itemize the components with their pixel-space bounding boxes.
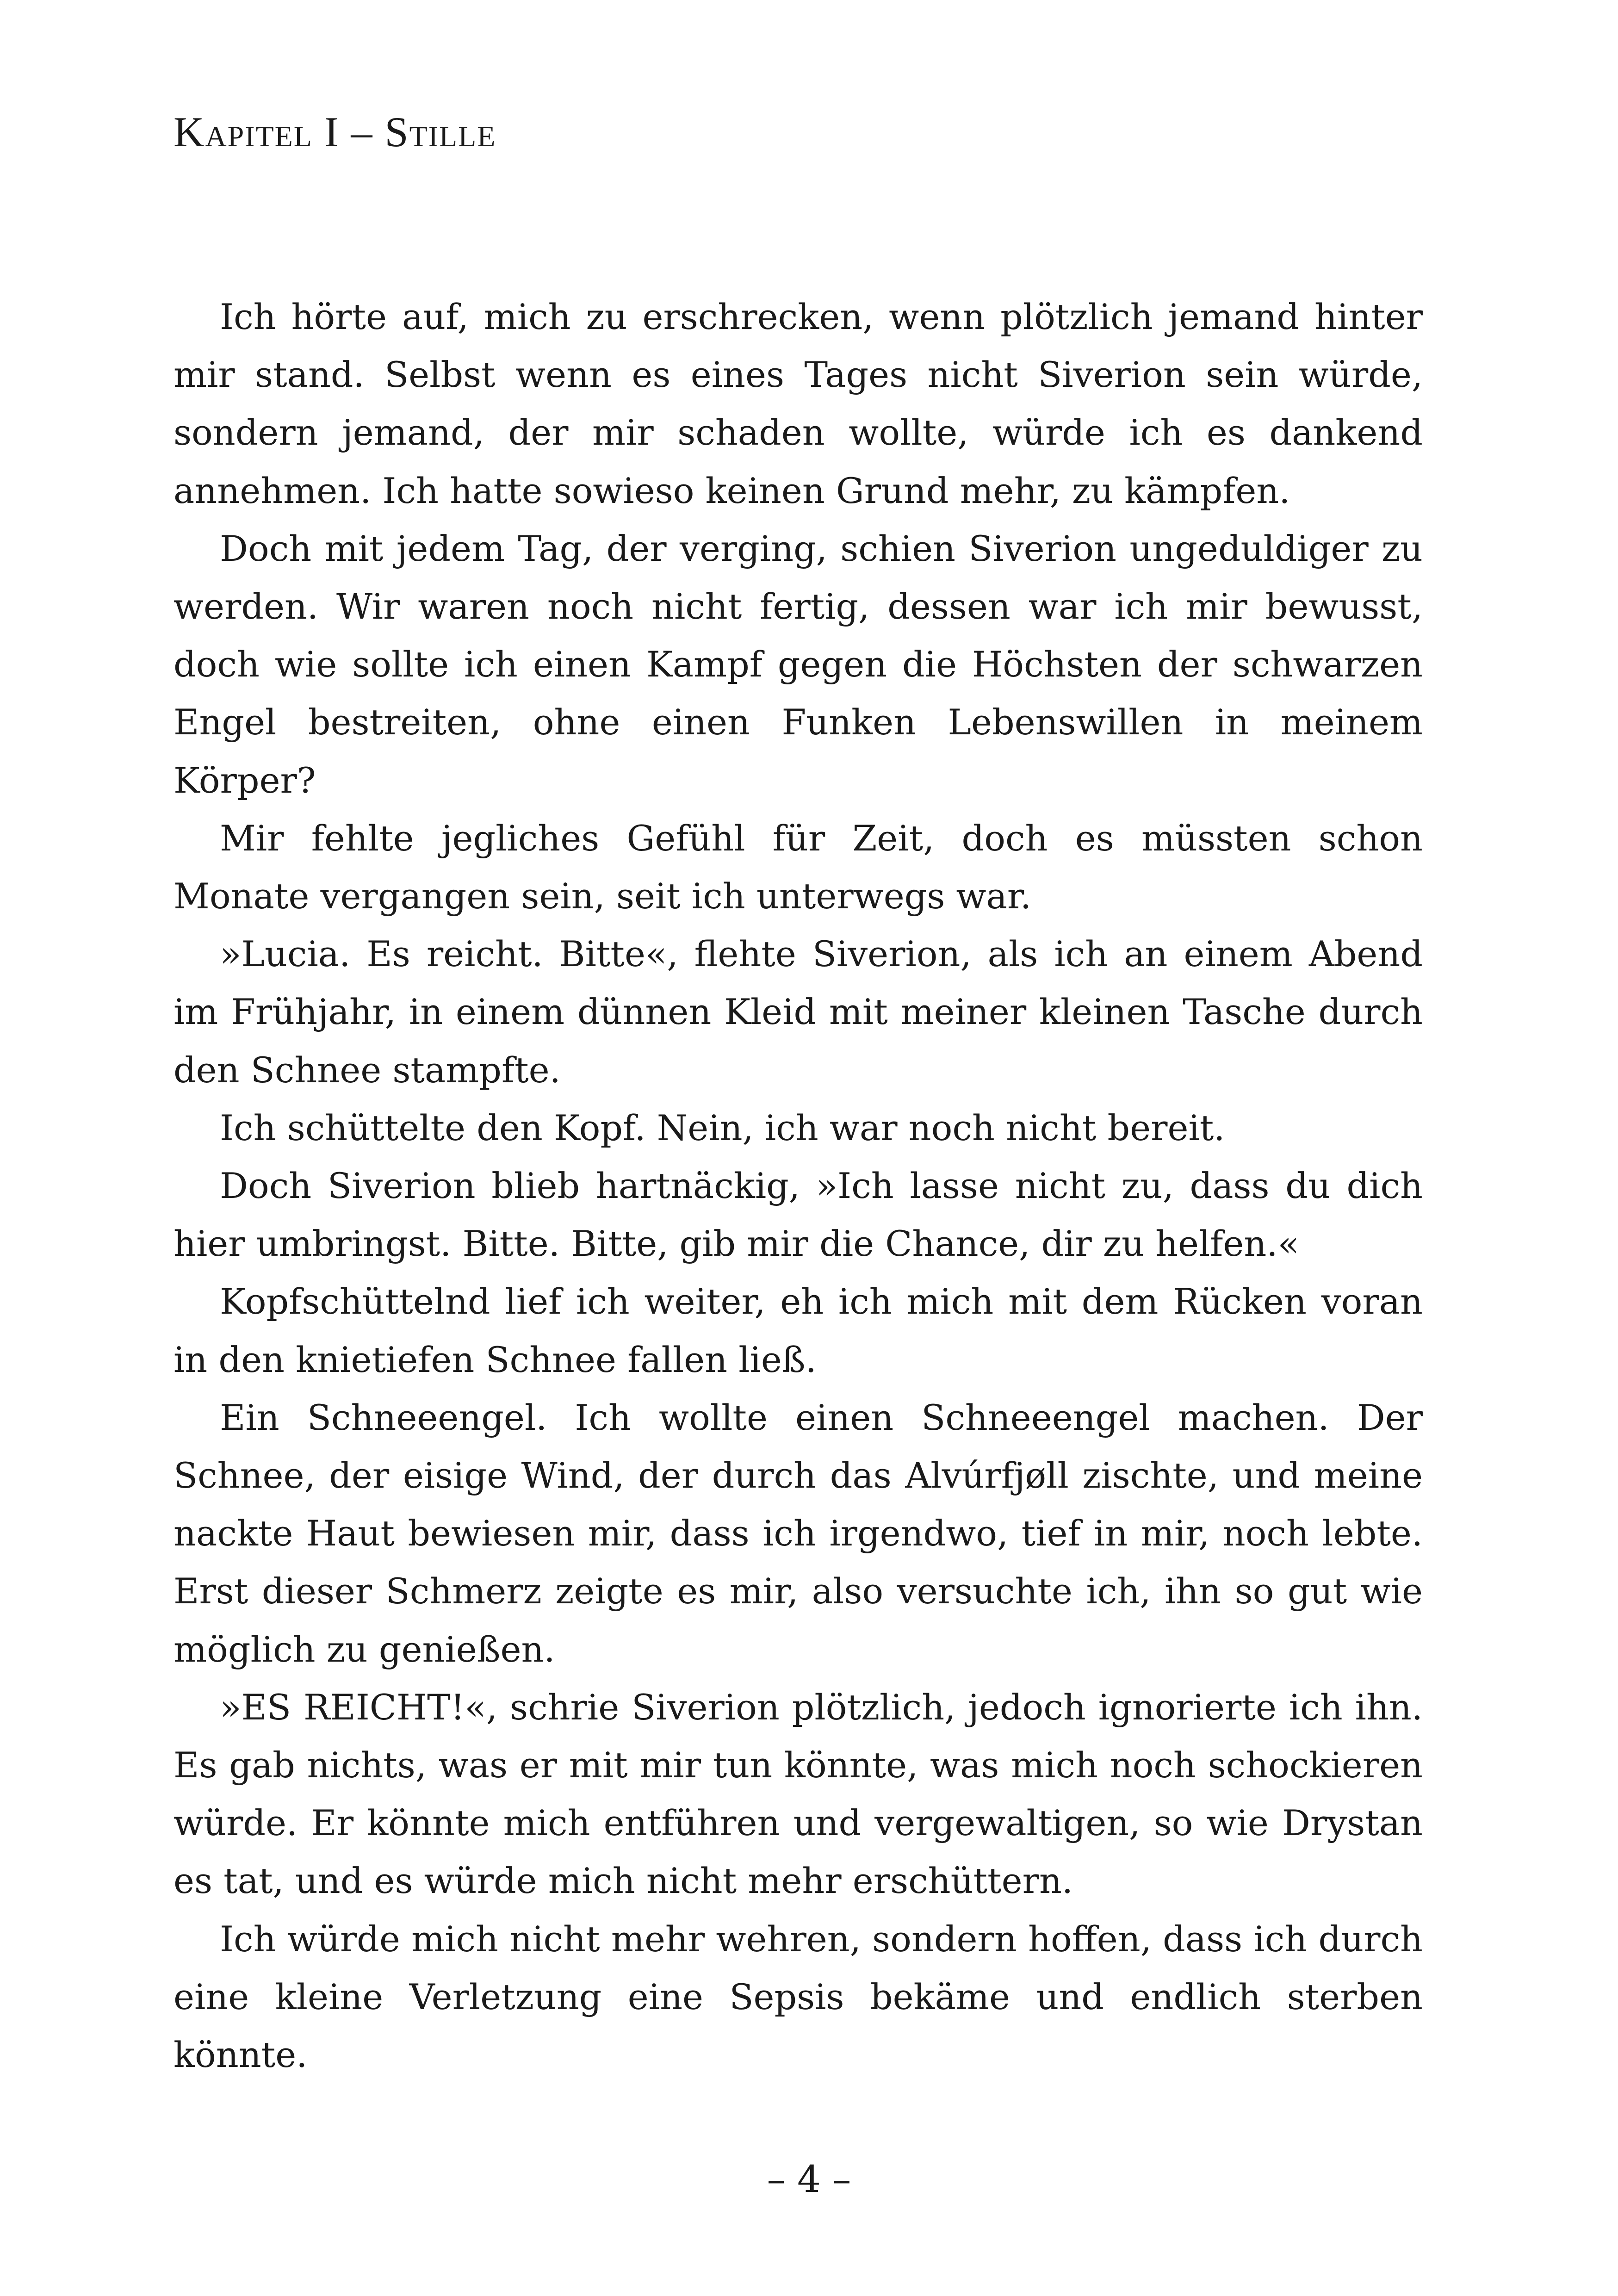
paragraph: Ich hörte auf, mich zu erschrecken, wenn plötzlich jemand hinter mir stand. Selbst wenn es eines Tages nicht Siverion sein würde, sondern jemand, der mir schaden wollte, würde ich es dankend annehmen. Ich hatte sowieso keinen Grund mehr, zu kämpfen. <box>174 296 1423 511</box>
paragraph: »ES REICHT!«, schrie Siverion plötzlich, jedoch ignorierte ich ihn. Es gab nichts, was er mit mir tun könnte, was mich noch schockieren würde. Er könnte mich entführen und vergewaltigen, so wie Drystan es tat, und es würde mich nicht mehr erschüttern. <box>174 1686 1423 1902</box>
body-text <box>174 288 1423 2084</box>
page-number: – 4 – <box>767 2158 851 2201</box>
paragraph: »Lucia. Es reicht. Bitte«, flehte Siverion, als ich an einem Abend im Frühjahr, in einem dünnen Kleid mit meiner kleinen Tasche durch den Schnee stampfte. <box>174 933 1423 1091</box>
paragraph: Mir fehlte jegliches Gefühl für Zeit, doch es müssten schon Monate vergangen sein, seit ich unterwegs war. <box>174 817 1423 917</box>
paragraph: Kopfschüttelnd lief ich weiter, eh ich mich mit dem Rücken voran in den knietiefen Schnee fallen ließ. <box>174 1281 1423 1380</box>
paragraph: Ich würde mich nicht mehr wehren, sondern hoffen, dass ich durch eine kleine Verletzung eine Sepsis bekäme und endlich sterben könnte. <box>174 1918 1423 2076</box>
running-head: Kapitel I – Stille <box>174 108 496 155</box>
paragraph: Doch Siverion blieb hartnäckig, »Ich lasse nicht zu, dass du dich hier umbringst. Bitte. Bitte, gib mir die Chance, dir zu helfen.« <box>174 1165 1423 1265</box>
paragraph: Ich schüttelte den Kopf. Nein, ich war noch nicht bereit. <box>220 1107 1225 1148</box>
paragraph: Ein Schneeengel. Ich wollte einen Schneeengel machen. Der Schnee, der eisige Wind, der durch das Alvúrfjøll zischte, und meine nackte Haut bewiesen mir, dass ich irgendwo, tief in mir, noch lebte. Erst dieser Schmerz zeigte es mir, also versuchte ich, ihn so gut wie möglich zu genießen. <box>174 1396 1423 1670</box>
paragraph: Doch mit jedem Tag, der verging, schien Siverion ungeduldiger zu werden. Wir waren noch nicht fertig, dessen war ich mir bewusst, doch wie sollte ich einen Kampf gegen die Höchsten der schwarzen Engel bestreiten, ohne einen Funken Lebenswillen in meinem Körper? <box>174 527 1423 801</box>
